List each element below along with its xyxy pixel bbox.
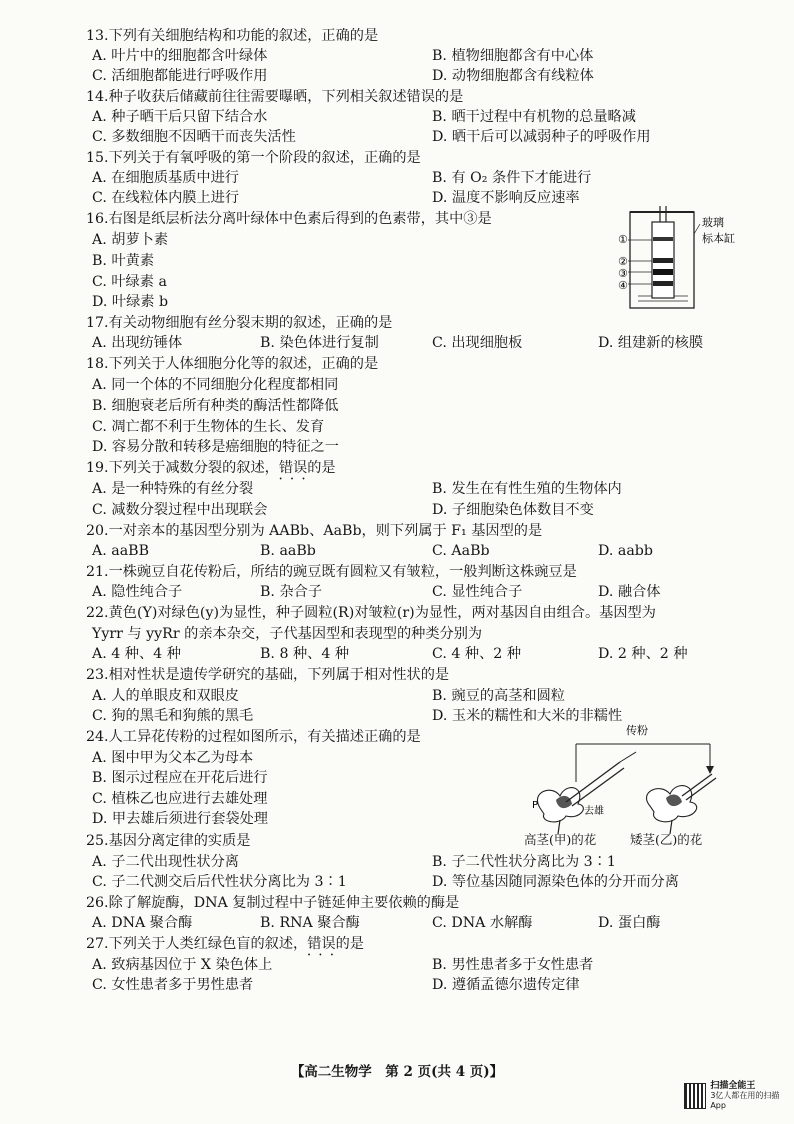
pigment-band-3 [653,269,673,275]
q19-option-c: C. 减数分裂过程中出现联会 [92,502,268,518]
q26-option-c: C. DNA 水解酶 [432,915,533,931]
question-22-stem-line2: Yyrr 与 yyRr 的亲本杂交，子代基因型和表现型的种类分别为 [92,626,483,642]
q18-option-d: D. 容易分散和转移是癌细胞的特征之一 [92,439,339,455]
q20-option-b: B. aaBb [260,543,316,559]
q14-option-a: A. 种子晒干后只留下结合水 [92,109,268,125]
q23-option-d: D. 玉米的糯性和大米的非糯性 [432,708,623,724]
q24-option-d: D. 甲去雄后须进行套袋处理 [92,811,268,827]
q24-option-c: C. 植株乙也应进行去雄处理 [92,791,268,807]
q16-option-a: A. 胡萝卜素 [92,232,169,248]
question-18-stem: 18.下列关于人体细胞分化等的叙述，正确的是 [86,356,379,372]
q20-option-d: D. aabb [598,543,653,559]
q19-option-a: A. 是一种特殊的有丝分裂 [92,481,254,497]
q13-option-d: D. 动物细胞都含有线粒体 [432,68,594,84]
question-26-stem: 26.除了解旋酶，DNA 复制过程中子链延伸主要依赖的酶是 [86,895,460,911]
q14-option-d: D. 晒干后可以减弱种子的呼吸作用 [432,129,651,145]
question-19-stem [86,458,336,478]
q18-option-a: A. 同一个体的不同细胞分化程度都相同 [92,377,339,393]
pollination-figure [500,722,740,842]
q21-option-a: A. 隐性纯合子 [92,584,183,600]
q27-emphasis: 错误 • • • [307,936,335,952]
question-17-stem: 17.有关动物细胞有丝分裂末期的叙述，正确的是 [86,315,393,331]
p-label: P [532,800,539,811]
band-label-2: ② [618,255,628,268]
q26-option-a: A. DNA 聚合酶 [92,915,193,931]
q13-option-b: B. 植物细胞都含有中心体 [432,48,594,64]
q25-option-d: D. 等位基因随同源染色体的分开而分离 [432,874,679,890]
stamp-title: 扫描全能王 [710,1081,756,1091]
q24-option-b: B. 图示过程应在开花后进行 [92,770,268,786]
q20-option-a: A. aaBB [92,543,150,559]
q23-option-b: B. 豌豆的高茎和圆粒 [432,688,565,704]
stamp-subtitle: 3亿人都在用的扫描App [710,1091,780,1110]
q22-option-d: D. 2 种、2 种 [598,646,688,662]
question-14-stem: 14.种子收获后储藏前往往需要曝晒，下列相关叙述错误的是 [86,89,464,105]
q27-stem-tail: 的是 [335,936,364,952]
q22-option-a: A. 4 种、4 种 [92,646,181,662]
q21-option-c: C. 显性纯合子 [432,584,523,600]
q24-option-a: A. 图中甲为父本乙为母本 [92,750,254,766]
q25-option-a: A. 子二代出现性状分离 [92,854,239,870]
q22-option-c: C. 4 种、2 种 [432,646,522,662]
q27-option-a: A. 致病基因位于 X 染色体上 [92,957,273,973]
q21-option-d: D. 融合体 [598,584,661,600]
q27-stem-text: 27.下列关于人类红绿色盲的叙述， [86,936,308,952]
q25-option-c: C. 子二代测交后后代性状分离比为 3∶1 [92,874,347,890]
question-27-stem [86,934,364,954]
q15-option-d: D. 温度不影响反应速率 [432,190,580,206]
q17-option-c: C. 出现细胞板 [432,335,523,351]
question-13-stem: 13.下列有关细胞结构和功能的叙述，正确的是 [86,28,379,44]
q15-option-c: C. 在线粒体内膜上进行 [92,190,240,206]
emasculation-label: 去雄 [584,806,604,817]
jar-label-line1: 玻璃 [702,216,724,229]
q27-option-d: D. 遵循孟德尔遗传定律 [432,977,580,993]
question-16-stem: 16.右图是纸层析法分离叶绿体中色素后得到的色素带，其中③是 [86,211,492,227]
q20-option-c: C. AaBb [432,543,490,559]
band-label-1: ① [618,233,628,246]
question-20-stem: 20.一对亲本的基因型分别为 AABb、AaBb，则下列属于 F₁ 基因型的是 [86,523,543,539]
pigment-band-1 [653,237,673,241]
chromatography-figure [608,204,788,316]
q16-option-b: B. 叶黄素 [92,253,155,269]
q26-option-b: B. RNA 聚合酶 [260,915,360,931]
q13-option-c: C. 活细胞都能进行呼吸作用 [92,68,268,84]
band-label-3: ③ [618,267,628,280]
q17-option-b: B. 染色体进行复制 [260,335,379,351]
question-22-stem: 22.黄色(Y)对绿色(y)为显性，种子圆粒(R)对皱粒(r)为显性，两对基因自由组合。基因型为 [86,605,656,621]
q19-option-b: B. 发生在有性生殖的生物体内 [432,481,622,497]
q17-option-d: D. 组建新的核膜 [598,335,704,351]
q27-option-b: B. 男性患者多于女性患者 [432,957,594,973]
q17-option-a: A. 出现纺锤体 [92,335,183,351]
question-15-stem: 15.下列关于有氧呼吸的第一个阶段的叙述，正确的是 [86,150,421,166]
q23-option-c: C. 狗的黑毛和狗熊的黑毛 [92,708,254,724]
q16-option-c: C. 叶绿素 a [92,274,167,290]
q22-option-b: B. 8 种、4 种 [260,646,350,662]
caption-short-flower: 矮茎(乙)的花 [630,832,703,847]
q15-option-b: B. 有 O₂ 条件下才能进行 [432,170,592,186]
q19-option-d: D. 子细胞染色体数目不变 [432,502,594,518]
question-23-stem: 23.相对性状是遗传学研究的基础，下列属于相对性状的是 [86,667,450,683]
pigment-band-2 [653,258,673,263]
jar-label-line2: 标本缸 [702,232,735,245]
q16-option-d: D. 叶绿素 b [92,294,169,310]
pollination-label: 传粉 [626,724,648,737]
caption-tall-flower: 高茎(甲)的花 [524,832,597,847]
question-21-stem: 21.一株豌豆自花传粉后，所结的豌豆既有圆粒又有皱粒，一般判断这株豌豆是 [86,564,577,580]
band-label-4: ④ [618,279,628,292]
q14-option-c: C. 多数细胞不因晒干而丧失活性 [92,129,296,145]
q23-option-a: A. 人的单眼皮和双眼皮 [92,688,239,704]
q19-stem-tail: 的是 [307,460,336,476]
q18-option-b: B. 细胞衰老后所有种类的酶活性都降低 [92,398,339,414]
qr-code-icon [684,1083,706,1109]
q26-option-d: D. 蛋白酶 [598,915,661,931]
q25-option-b: B. 子二代性状分离比为 3∶1 [432,854,616,870]
question-24-stem: 24.人工异花传粉的过程如图所示，有关描述正确的是 [86,729,421,745]
pigment-band-4 [653,281,673,286]
q14-option-b: B. 晒干过程中有机物的总量略减 [432,109,636,125]
q18-option-c: C. 凋亡都不利于生物体的生长、发育 [92,419,325,435]
page-footer: 【高二生物学 第 2 页(共 4 页)】 [290,1064,504,1080]
question-25-stem: 25.基因分离定律的实质是 [86,833,251,849]
q19-emphasis: 错误 • • • [279,460,307,476]
q21-option-b: B. 杂合子 [260,584,323,600]
scanner-watermark [684,1082,782,1110]
q27-option-c: C. 女性患者多于男性患者 [92,977,254,993]
q15-option-a: A. 在细胞质基质中进行 [92,170,239,186]
q13-option-a: A. 叶片中的细胞都含叶绿体 [92,48,268,64]
q19-stem-text: 19.下列关于减数分裂的叙述， [86,460,279,476]
